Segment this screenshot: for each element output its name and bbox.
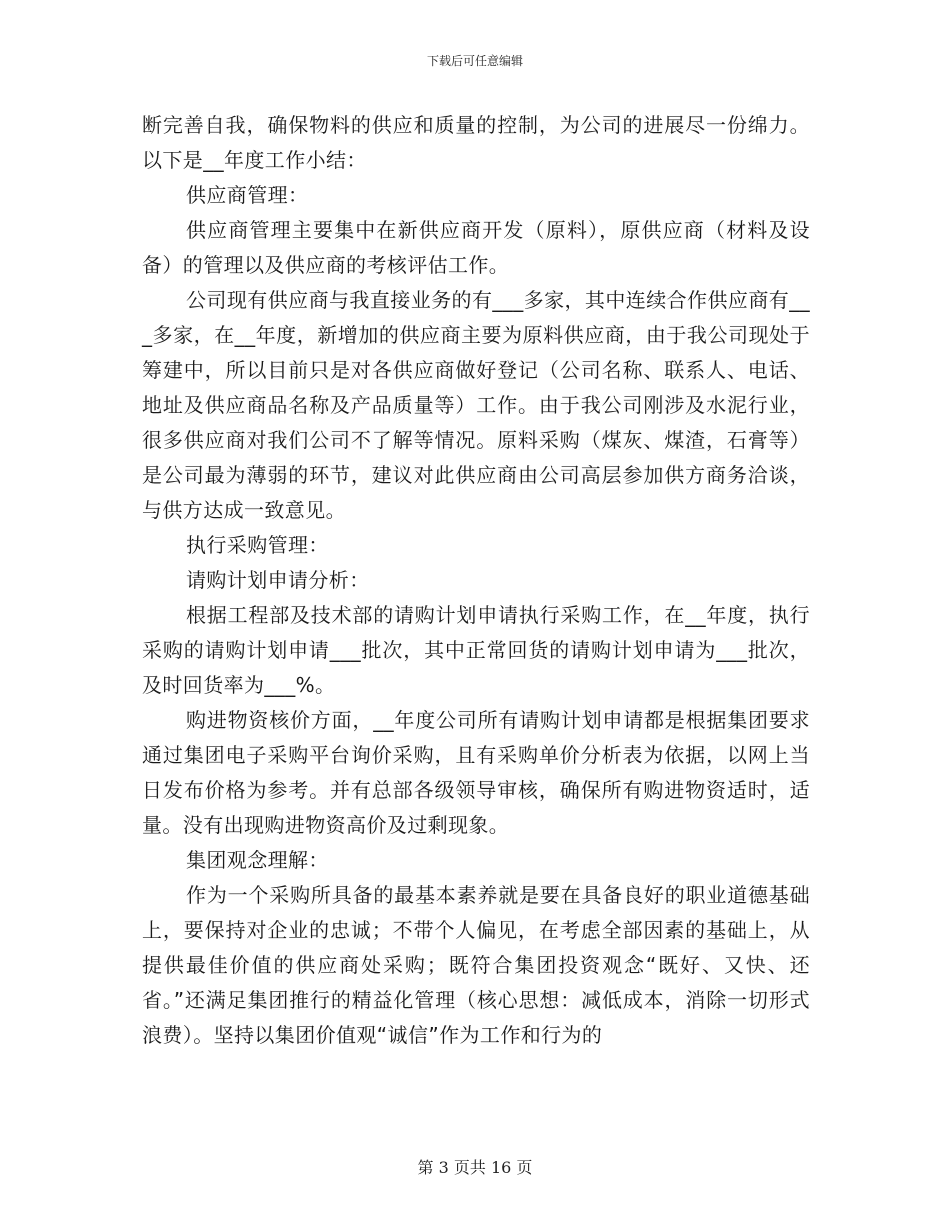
paragraph-intro-continuation: 断完善自我，确保物料的供应和质量的控制，为公司的进展尽一份绵力。以下是__年度工作小结： [142, 113, 810, 172]
paragraph-price-verification: 购进物资核价方面，__年度公司所有请购计划申请都是根据集团要求通过集团电子采购平台询价采购，且有采购单价分析表为依据，以网上当日发布价格为参考。并有总部各级领导审核，确保所有购进物资适时，适量。没有出现购进物资高价及过剩现象。 [142, 708, 810, 837]
section-heading-purchase-execution: 执行采购管理： [186, 533, 329, 557]
document-body [142, 108, 810, 1053]
paragraph-requisition-stats: 根据工程部及技术部的请购计划申请执行采购工作，在__年度，执行采购的请购计划申请___批次，其中正常回货的请购计划申请为___批次，及时回货率为___%。 [142, 603, 810, 697]
paragraph-supplier-status: 公司现有供应商与我直接业务的有___多家，其中连续合作供应商有___多家，在__年度，新增加的供应商主要为原料供应商，由于我公司现处于筹建中，所以目前只是对各供应商做好登记（公司名称、联系人、电话、地址及供应商品名称及产品质量等）工作。由于我公司刚涉及水泥行业，很多供应商对我们公司不了解等情况。原料采购（煤灰、煤渣，石膏等）是公司最为薄弱的环节，建议对此供应商由公司高层参加供方商务洽谈，与供方达成一致意见。 [142, 288, 810, 522]
paragraph-group-concept: 作为一个采购所具备的最基本素养就是要在具备良好的职业道德基础上，要保持对企业的忠诚；不带个人偏见，在考虑全部因素的基础上，从提供最佳价值的供应商处采购；既符合集团投资观念“既好、又快、还省。”还满足集团推行的精益化管理（核心思想：减低成本，消除一切形式浪费）。坚持以集团价值观“诚信”作为工作和行为的 [142, 883, 810, 1047]
section-heading-requisition-analysis: 请购计划申请分析： [186, 568, 370, 592]
page-header: 下载后可任意编辑 [426, 54, 523, 68]
section-heading-group-concept: 集团观念理解： [186, 848, 329, 872]
paragraph-supplier-management-scope: 供应商管理主要集中在新供应商开发（原料），原供应商（材料及设备）的管理以及供应商的考核评估工作。 [142, 218, 810, 277]
section-heading-supplier-management: 供应商管理： [186, 183, 309, 207]
page-footer: 第 3 页共 16 页 [417, 1158, 533, 1177]
